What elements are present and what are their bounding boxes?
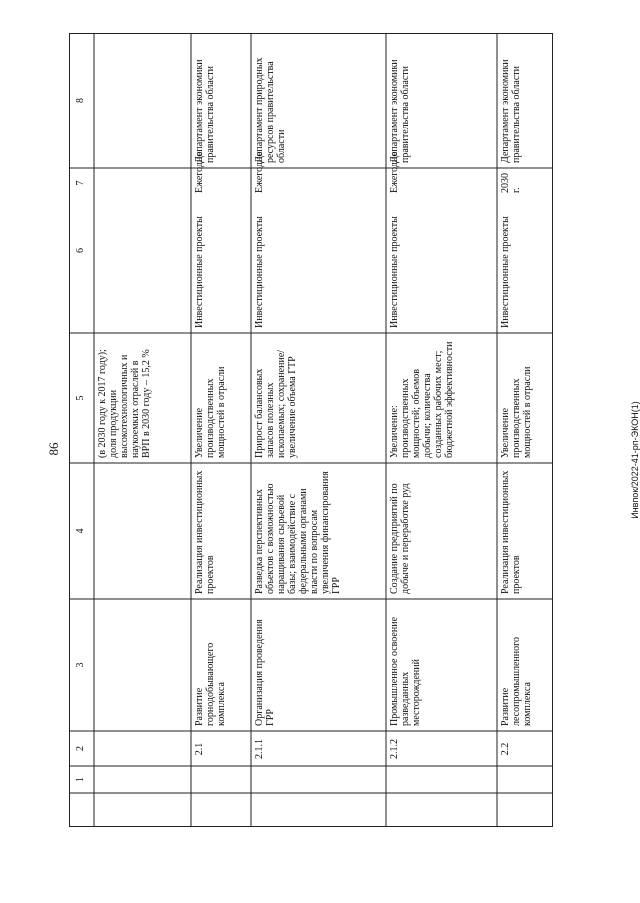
row4-period: Ежегодно [389,151,400,193]
plan-table [69,33,553,827]
page-number: 86 [46,442,61,456]
document-code: Инвпок/2022-41-рп-ЭКОН(1) [630,401,640,519]
header-col-2: 2 [75,746,86,751]
row2-number: 2.1 [194,742,205,756]
header-col-8: 8 [75,98,86,103]
row2-indicator: Увеличение производственных мощностей в отрасли [194,366,227,458]
row5-department: Департамент экономики правительства области [500,59,522,163]
row5-number: 2.2 [500,742,511,756]
row4-direction: Промышленное освоение разведанных месторождений [389,616,422,726]
row4-department: Департамент экономики правительства области [389,59,411,163]
header-col-4: 4 [75,528,86,534]
row3-measure: Разведка перспективных объектов с возможностью наращивания сырьевой базы; взаимодействие с федеральными органами власти по вопросам увеличения финансирования ГРР [254,471,342,594]
row1-indicator: (в 2030 году к 2017 году); доля продукции высокотехнологичных и наукоемких отраслей в ВРП в 2030 году – 15,2 % [97,349,152,458]
header-col-3: 3 [75,662,86,668]
row5-indicator: Увеличение производственных мощностей в отрасли [500,366,533,458]
row2-department: Департамент экономики правительства области [194,59,216,163]
row2-period: Ежегодно [194,151,205,193]
row5-direction: Развитие лесопромышленного комплекса [500,636,533,726]
row3-department: Департамент природных ресурсов правительства области [254,57,287,163]
row5-period: 2030 г. [500,173,522,193]
header-col-5: 5 [75,395,86,401]
header-col-6: 6 [75,248,86,253]
row4-number: 2.1.2 [389,739,400,759]
row3-direction: Организация проведения ГРР [254,619,276,726]
header-col-1: 1 [75,777,86,782]
header-col-7: 7 [75,180,86,186]
row4-measure: Создание предприятий по добыче и переработке руд [389,483,411,594]
row5-source: Инвестиционные проекты [500,216,511,328]
row4-source: Инвестиционные проекты [389,216,400,328]
row3-indicator: Прирост балансовых запасов полезных ископаемых; сохранение/увеличение объема ГТР [254,349,298,458]
row2-direction: Развитие горнодобывающего комплекса [194,642,227,726]
row2-source: Инвестиционные проекты [194,216,205,328]
row3-number: 2.1.1 [254,739,265,759]
row3-source: Инвестиционные проекты [254,216,265,328]
row3-period: Ежегодно [254,151,265,193]
row2-measure: Реализация инвестиционных проектов [194,470,216,594]
row5-measure: Реализация инвестиционных проектов [500,470,522,594]
row4-indicator: Увеличение: производственных мощностей; объемов добычи; количества созданных рабочих мест; бюджетной эффективности [389,341,455,458]
